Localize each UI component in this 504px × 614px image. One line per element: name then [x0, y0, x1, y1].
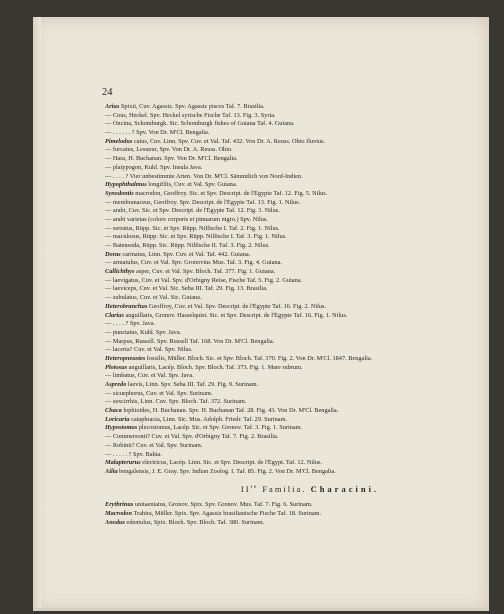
species-text: longifilis, Cuv. et Val. Spv. Guiana.	[146, 181, 238, 189]
family-word: Familia.	[262, 483, 307, 494]
species-text: Trahira, Müller. Spix. Spv. Agassiz brasilianische Fische Taf. 18. Surinam.	[131, 509, 322, 517]
species-text: macrodon, Geoffroy. Sic. et Spv. Descript. de l'Égypte Taf. 12. Fig. 5. Nilus.	[133, 189, 328, 197]
genus-name: Anodus	[105, 518, 125, 526]
species-entry	[105, 518, 489, 527]
species-entry	[105, 285, 489, 294]
species-text: — Marpus, Russell. Spv. Russell Taf. 168. Von Dr. M'Cl. Bengalia.	[105, 337, 275, 345]
species-text: fossilis, Müller. Bloch. Sic. et Spv. Bloch. Taf. 370. Fig. 2. Von Dr. M'Cl. 1847. Bengalia.	[145, 354, 373, 362]
species-entry	[105, 242, 489, 251]
species-text: — subulatus, Cuv. et Val. Sic. Guiana.	[105, 294, 202, 302]
genus-name: Synodontis	[105, 189, 134, 197]
species-text: — . . . . . . ? Spv. Von Dr. M'Cl. Bengalia.	[105, 129, 210, 137]
species-entry	[105, 112, 489, 121]
species-entry	[105, 338, 489, 347]
species-text: — . . . . . ? Spv. Bahia.	[105, 450, 162, 458]
species-entry	[105, 364, 489, 373]
species-text: — membranaceus, Geoffroy. Spv. Descript. de l'Égypte Taf. 13. Fig. 1. Nilus.	[105, 198, 301, 206]
family-ordinal: II	[240, 483, 251, 494]
species-text: unitaeniatus, Gronov. Spix. Spv. Gronov. Mus. Taf. 7. Fig. 6. Surinam.	[133, 500, 313, 508]
species-text: — Cous, Heckel. Spv. Heckel syrische Fische Taf. 13. Fig. 3. Syria.	[105, 111, 276, 119]
species-text: asper, Cuv. et Val. Spv. Bloch. Taf. 377. Fig. 1. Guiana.	[134, 268, 276, 276]
species-text: laevis, Linn. Spv. Seba III. Taf. 29. Fig. 9. Surinam.	[126, 381, 259, 388]
species-text: — armatulus, Cuv. et Val. Spv. Gronovius Mus. Taf. 3. Fig. 4. Guiana.	[105, 259, 282, 267]
species-entry	[105, 355, 489, 364]
species-entry	[105, 225, 489, 234]
species-text: — laeviceps, Cuv. et Val. Sic. Seba III. Taf. 29. Fig. 13. Brasilia.	[105, 285, 268, 293]
species-text: — . . . . ? Spv. Java.	[105, 320, 156, 328]
species-entry	[105, 372, 489, 381]
species-text: — arabi, Cuv. Sic. et Spv. Descript. de l'Égypte Taf. 12. Fig. 3. Nilus.	[105, 207, 280, 215]
family-ordinal-sup: te	[250, 484, 259, 490]
characini-section	[105, 500, 489, 527]
species-entry	[105, 259, 489, 268]
genus-name: Malapterurus	[105, 459, 141, 467]
species-entry	[105, 268, 489, 277]
species-text: carinatus, Linn. Spv. Cuv. et Val. Taf. 442. Guiana.	[120, 250, 251, 258]
family-heading	[105, 482, 489, 494]
species-entry	[105, 500, 489, 509]
genus-name: Heterobranchus	[105, 302, 148, 310]
genus-name: Plotosus	[105, 363, 128, 371]
species-text: — limbatus, Cuv. et Val. Spv. Java.	[105, 372, 194, 380]
species-text: anguillaris, Lacép. Bloch. Spv. Bloch. Taf. 373. Fig. 1. Mare rubrum.	[127, 363, 303, 371]
species-text: lophioides, H. Buchanan. Spv. H. Buchanan Taf. 28. Fig. 43. Von Dr. M'Cl. Bengalia.	[121, 407, 339, 415]
species-entry	[105, 129, 489, 138]
genus-name: Heteropneustes	[105, 354, 146, 362]
species-entry	[105, 190, 489, 199]
species-text: bengalensis, J. E. Gray. Spv. Indian Zoolog. I. Taf. 85. Fig. 2. Von Dr. M'Cl. Bengalia.	[117, 467, 336, 475]
species-entry	[105, 329, 489, 338]
page-number: 24	[102, 87, 113, 98]
species-text: Geoffroy, Cuv. et Val. Spv. Descript. de l'Égypte Taf. 16. Fig. 2. Nilus.	[147, 302, 327, 310]
genus-name: Doras	[105, 250, 121, 258]
species-entry	[105, 216, 489, 225]
genus-name: Chaca	[105, 407, 122, 415]
species-text: — Oncina, Schomburgk. Sic. Schomburgk fishes of Guiana Taf. 4. Guiana.	[105, 120, 295, 128]
species-entry	[105, 233, 489, 242]
species-text: Spixii, Cuv. Agassiz. Spv. Agassiz pisces Taf. 7. Brasilia.	[119, 103, 265, 110]
genus-name: Macrodon	[105, 509, 132, 517]
species-text: — maculosus, Rüpp. Sic. et Spv. Rüpp. Nilfische I. Taf. 3. Fig. 1. Nilus.	[105, 233, 287, 241]
species-entry	[105, 433, 489, 442]
species-entry	[105, 320, 489, 329]
species-entry	[105, 407, 489, 416]
species-entry	[105, 442, 489, 451]
species-entry	[105, 207, 489, 216]
species-text: — platypogon, Kuhl. Spv. Insula Java.	[105, 163, 203, 171]
species-entry	[105, 164, 489, 173]
species-text: anguillaris, Gronov. Hasselquist. Sic. et Spv. Descript. de l'Égypte Taf. 16. Fig. 1. Nilus.	[123, 311, 348, 319]
species-entry	[105, 416, 489, 425]
genus-name: Aspredo	[105, 381, 127, 388]
genus-name: Arius	[105, 103, 120, 110]
genus-name: Ailia	[105, 467, 118, 475]
species-text: catus, Cuv. Linn. Spv. Cuv. et Val. Taf. 432. Von Dr. A. Reuss. Ohio fluvius.	[132, 137, 326, 145]
species-list	[105, 103, 489, 527]
book-page	[33, 17, 489, 611]
genus-name: Loricaria	[105, 415, 130, 423]
species-entry	[105, 459, 489, 468]
genus-name: Hypostomus	[105, 424, 138, 432]
species-entry	[105, 173, 489, 182]
species-text: — sicuephorus, Cuv. et Val. Spv. Surinam.	[105, 389, 213, 397]
genus-name: Pimelodus	[105, 137, 133, 145]
genus-name: Hypophthalmus	[105, 181, 147, 189]
genus-name: Clarias	[105, 311, 124, 319]
species-entry	[105, 181, 489, 190]
siluridae-section	[105, 103, 489, 477]
genus-name: Erythrinus	[105, 500, 134, 508]
species-text: — Batensoda, Rüpp. Sic. Rüpp. Nilfische II. Taf. 3. Fig. 2. Nilus.	[105, 242, 270, 249]
species-entry	[105, 398, 489, 407]
species-entry	[105, 120, 489, 129]
page-bottom-edge	[33, 608, 489, 611]
species-text: — Robinii? Cuv. et Val. Spv. Surinam.	[105, 441, 203, 449]
species-text: — Hara, H. Buchanan. Spv. Von Dr. M'Cl. Bengalia.	[105, 155, 238, 163]
species-text: — lacerta? Cuv. et Val. Spv. Nilus.	[105, 346, 193, 354]
species-entry	[105, 155, 489, 164]
species-text: — laevigatus, Cuv. et Val. Spv. d'Orbigny Reise, Fische Taf. 5. Fig. 2. Guiana.	[105, 276, 303, 284]
species-text: — . . . . ? Vier unbestimmte Arten. Von Dr. M'Cl. Sämmtlich von Nord-Indien.	[105, 172, 303, 180]
species-entry	[105, 199, 489, 208]
species-entry	[105, 381, 489, 390]
species-entry	[105, 251, 489, 260]
genus-name: Callichthys	[105, 268, 135, 276]
species-entry	[105, 138, 489, 147]
species-text: — furcatus, Lesueur, Spv. Von Dr. A. Reuss. Ohio.	[105, 146, 233, 154]
species-text: — sexcirrhis, Linn. Cuv. Spv. Bloch. Taf. 372. Surinam.	[105, 398, 247, 406]
species-text: — serratus, Rüpp. Sic. et Spv. Rüpp. Nilfische I. Taf. 2. Fig. 1. Nilus.	[105, 224, 280, 232]
species-entry	[105, 468, 489, 477]
species-text: cataphracta, Linn. Sic. Mus. Adolph. Friedr. Taf. 29. Surinam.	[129, 415, 288, 423]
species-text: — punctatus, Kuhl. Spv. Java.	[105, 328, 182, 336]
species-text: plecostomus, Lacép. Sic. et Spv. Gronov. Taf. 3. Fig. 1. Surinam.	[137, 424, 303, 432]
species-text: electricus, Lacép. Linn. Sic. et Spv. Descript. de l'Égypt. Taf. 12. Nilus.	[140, 459, 323, 467]
species-entry	[105, 312, 489, 321]
page-edge-shadow	[33, 17, 41, 611]
species-entry	[105, 451, 489, 460]
species-entry	[105, 294, 489, 303]
family-name: Characini.	[310, 483, 380, 494]
species-entry	[105, 424, 489, 433]
species-entry	[105, 390, 489, 399]
species-entry	[105, 303, 489, 312]
species-entry	[105, 346, 489, 355]
species-entry	[105, 509, 489, 518]
species-text: — Commersonii? Cuv. et Val. Spv. d'Orbigny Taf. 7. Fig. 2. Brasilia.	[105, 433, 279, 441]
species-entry	[105, 103, 489, 112]
species-text: — arabi varietas (colore corporis et pinnarum nigro.) Spv. Nilus.	[105, 215, 268, 223]
species-entry	[105, 146, 489, 155]
species-entry	[105, 277, 489, 286]
species-text: edentulus, Spix. Bloch. Spv. Bloch. Taf. 380. Surinam.	[124, 518, 265, 526]
